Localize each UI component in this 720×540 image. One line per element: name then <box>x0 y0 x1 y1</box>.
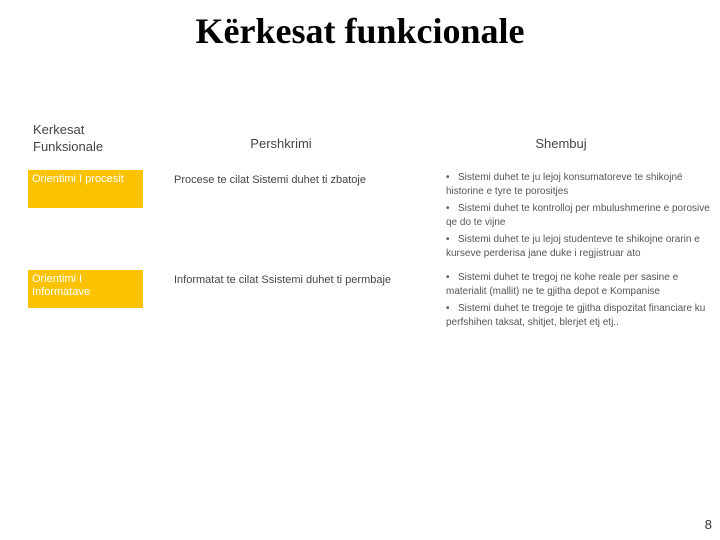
example-item <box>446 233 711 261</box>
bullet-icon: • <box>446 203 450 214</box>
bullet-icon: • <box>446 303 450 314</box>
description-information: Informatat te cilat Ssistemi duhet ti permbaje <box>174 274 392 286</box>
example-item <box>446 271 711 299</box>
examples-list-process <box>446 171 711 264</box>
category-tag-information: Orientimi I Informatave <box>28 270 143 308</box>
example-text: Sistemi duhet te tregoj ne kohe reale per sasine e materialit (mallit) ne te gjitha depot e Kompanise <box>446 272 679 297</box>
page-number: 8 <box>704 517 712 532</box>
category-tag-process: Orientimi I procesit <box>28 170 143 208</box>
column-header-kerkesat: Kerkesat Funksionale <box>33 122 104 154</box>
description-process: Procese te cilat Sistemi duhet ti zbatoje <box>174 174 366 186</box>
column-header-shembuj: Shembuj <box>535 136 587 151</box>
bullet-icon: • <box>446 172 450 183</box>
example-text: Sistemi duhet te ju lejoj studenteve te shikojne orarin e kurseve perderisa jane duke i regjistruar ato <box>446 234 700 259</box>
example-text: Sistemi duhet te kontrolloj per mbulushmerine e porosive qe do te vijne <box>446 203 710 228</box>
bullet-icon: • <box>446 234 450 245</box>
bullet-icon: • <box>446 272 450 283</box>
examples-list-information <box>446 271 711 333</box>
example-text: Sistemi duhet te ju lejoj konsumatoreve te shikojnë historine e tyre te porositjes <box>446 172 683 197</box>
column-header-pershkrimi: Pershkrimi <box>250 136 312 151</box>
example-item <box>446 202 711 230</box>
example-text: Sistemi duhet te tregoje te gjitha dispozitat financiare ku perfshihen taksat, shitjet, blerjet etj etj.. <box>446 303 706 328</box>
example-item <box>446 302 711 330</box>
example-item <box>446 171 711 199</box>
slide-title: Kërkesat funkcionale <box>195 11 525 51</box>
